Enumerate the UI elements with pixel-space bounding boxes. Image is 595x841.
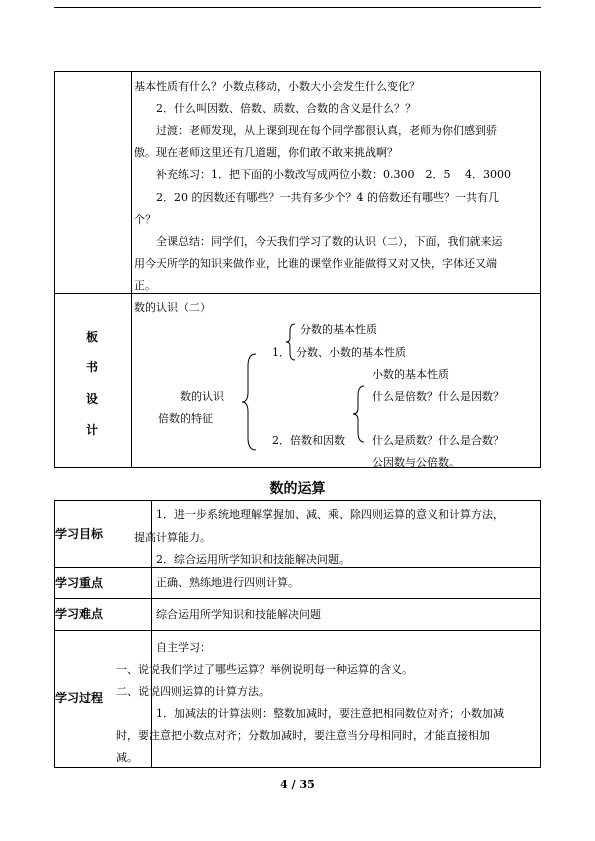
- objectives-line: 提高计算能力。: [134, 531, 211, 544]
- content-line: 用今天所学的知识来做作业，比谁的课堂作业能做得又对又快，字体还又端: [134, 257, 497, 270]
- content-line: 补充练习：1．把下面的小数改写成两位小数：0.300 2．5 4．3000: [156, 168, 511, 181]
- key-points-line: 正确、熟练地进行四则计算。: [156, 576, 299, 589]
- board-label-char: 板: [86, 330, 99, 344]
- board-item2-q2: 什么是质数？什么是合数？: [372, 434, 504, 447]
- process-line: 自主学习：: [156, 641, 211, 654]
- row-divider: [54, 598, 541, 599]
- board-item1-a: 分数的基本性质: [300, 323, 377, 336]
- board-item2-label: 2．倍数和因数: [272, 434, 345, 447]
- process-line: 一、说说我们学过了哪些运算？举例说明每一种运算的含义。: [116, 663, 413, 676]
- row-label-process: 学习过程: [55, 691, 104, 705]
- board-item2-bottom: 公因数与公倍数。: [372, 456, 460, 469]
- row-divider: [54, 293, 541, 294]
- section-title: 数的运算: [269, 481, 326, 497]
- content-line: 基本性质有什么？小数点移动，小数大小会发生什么变化？: [134, 80, 420, 93]
- objectives-line: 1．进一步系统地理解掌握加、减、乘、除四则运算的意义和计算方法，: [156, 508, 504, 521]
- process-line: 二、说说四则运算的计算方法。: [116, 685, 270, 698]
- label-column: [54, 71, 132, 468]
- board-root-a: 数的认识: [180, 390, 224, 403]
- board-item2-q1: 什么是倍数？什么是因数？: [372, 390, 504, 403]
- process-line: 1．加减法的计算法则：整数加减时，要注意把相同数位对齐；小数加减: [156, 707, 504, 720]
- brace-item1: [285, 322, 297, 362]
- process-line: 减。: [116, 751, 138, 764]
- board-label-char: 设: [86, 392, 99, 406]
- content-line: 2．什么叫因数、倍数、质数、合数的含义是什么？？: [156, 102, 416, 115]
- content-line: 过渡：老师发现，从上课到现在每个同学都很认真，老师为你们感到骄: [156, 124, 497, 137]
- board-label-char: 计: [86, 423, 99, 437]
- process-line: 时，要注意把小数点对齐；分数加减时，要注意当分母相同时，才能直接相加: [116, 729, 490, 742]
- row-divider: [54, 630, 541, 631]
- row-label-objectives: 学习目标: [55, 527, 104, 541]
- content-line: 全课总结：同学们，今天我们学习了数的认识（二），下面，我们就来运: [156, 235, 503, 248]
- brace-item2: [352, 384, 368, 444]
- board-item1-prefix: 1．: [272, 346, 290, 359]
- row-label-key-points: 学习重点: [55, 576, 104, 590]
- content-line: 正。: [134, 279, 156, 292]
- board-label-char: 书: [86, 360, 99, 374]
- board-item2-top: 小数的基本性质: [372, 368, 449, 381]
- row-label-difficulties: 学习难点: [55, 607, 104, 621]
- board-root-b: 倍数的特征: [158, 412, 213, 425]
- content-line: 傲。现在老师这里还有几道题，你们敢不敢来挑战啊？: [134, 146, 398, 159]
- header-rule: [54, 7, 541, 8]
- row-divider: [54, 567, 541, 568]
- board-item1-b: 分数、小数的基本性质: [296, 346, 406, 359]
- objectives-line: 2．综合运用所学知识和技能解决问题。: [156, 553, 350, 566]
- page-number: 4 / 35: [280, 778, 315, 791]
- content-line: 个？: [134, 213, 156, 226]
- content-line: 2．20 的因数还有哪些？一共有多少个？4 的倍数还有哪些？一共有几: [156, 191, 499, 204]
- difficulties-line: 综合运用所学知识和技能解决问题: [156, 608, 321, 621]
- board-title: 数的认识（二）: [134, 301, 211, 314]
- brace-main: [242, 352, 262, 452]
